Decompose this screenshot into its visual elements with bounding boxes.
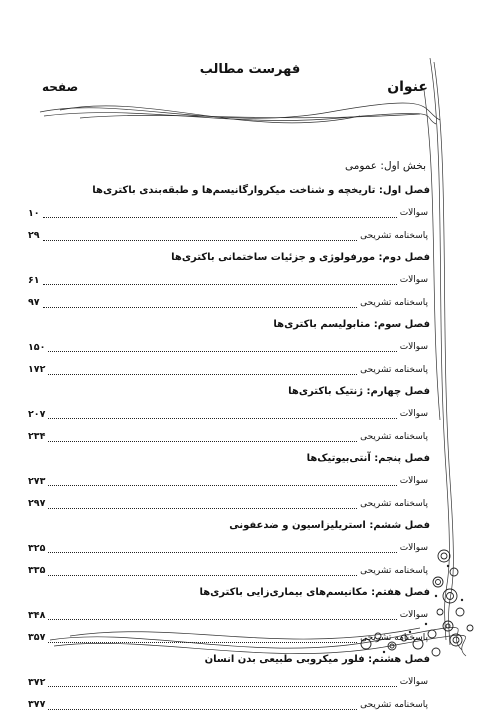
page-number: ۲۹	[28, 230, 40, 241]
entry-label: پاسخنامه تشریحی	[360, 365, 430, 375]
page-number: ۶۱	[28, 275, 40, 286]
entry-label: پاسخنامه تشریحی	[360, 633, 430, 643]
chapter-title: فصل سوم: متابولیسم باکتری‌ها	[28, 314, 430, 336]
dot-leader	[43, 275, 397, 285]
dot-leader	[48, 432, 357, 442]
page-number: ۳۴۸	[28, 610, 45, 621]
chapter-title: فصل اول: تاریخچه و شناخت میکروارگانیسم‌ها و طبقه‌بندی باکتری‌ها	[28, 180, 430, 202]
chapter-title: فصل هفتم: مکانیسم‌های بیماری‌زایی باکتری‌ها	[28, 582, 430, 604]
entry-label: پاسخنامه تشریحی	[360, 566, 430, 576]
dot-leader	[48, 365, 357, 375]
page-number: ۳۷۲	[28, 677, 45, 688]
chapter-title: فصل پنجم: آنتی‌بیوتیک‌ها	[28, 448, 430, 470]
dot-leader	[48, 342, 396, 352]
page-number: ۱۵۰	[28, 342, 45, 353]
entry-label: سوالات	[400, 342, 430, 352]
dot-leader	[48, 409, 396, 419]
toc-entry[interactable]	[28, 225, 430, 248]
column-header-page: صفحه	[42, 80, 78, 94]
page-number: ۳۵۷	[28, 632, 45, 643]
toc-entry[interactable]	[28, 671, 430, 694]
page-number: ۲۳۴	[28, 431, 45, 442]
toc-entry[interactable]	[28, 403, 430, 426]
entry-label: سوالات	[400, 409, 430, 419]
page-number: ۱۰	[28, 208, 40, 219]
toc-entry[interactable]	[28, 694, 430, 716]
dot-leader	[48, 633, 357, 643]
toc-entry[interactable]	[28, 359, 430, 382]
dot-leader	[48, 610, 396, 620]
page-number: ۹۷	[28, 297, 40, 308]
toc-entry[interactable]	[28, 292, 430, 315]
toc-entry[interactable]	[28, 627, 430, 650]
entry-label: سوالات	[400, 208, 430, 218]
page-number: ۲۷۳	[28, 476, 45, 487]
toc-entry[interactable]	[28, 202, 430, 225]
dot-leader	[48, 700, 357, 710]
dot-leader	[43, 208, 397, 218]
toc-title: فهرست مطالب	[0, 62, 500, 77]
part-title: بخش اول: عمومی	[345, 160, 426, 172]
page-number: ۲۹۷	[28, 498, 45, 509]
page-number: ۳۳۵	[28, 565, 45, 576]
entry-label: پاسخنامه تشریحی	[360, 432, 430, 442]
entry-label: سوالات	[400, 610, 430, 620]
dot-leader	[48, 566, 357, 576]
page-number: ۳۲۵	[28, 543, 45, 554]
page-number: ۳۷۷	[28, 699, 45, 710]
chapter-title: فصل هشتم: فلور میکروبی طبیعی بدن انسان	[28, 649, 430, 671]
toc-entry[interactable]	[28, 493, 430, 516]
toc-entry[interactable]	[28, 470, 430, 493]
entry-label: سوالات	[400, 677, 430, 687]
toc-entries	[28, 180, 430, 716]
toc-entry[interactable]	[28, 336, 430, 359]
dot-leader	[48, 543, 396, 553]
entry-label: سوالات	[400, 476, 430, 486]
dot-leader	[48, 677, 396, 687]
dot-leader	[48, 499, 357, 509]
chapter-title: فصل چهارم: ژنتیک باکتری‌ها	[28, 381, 430, 403]
dot-leader	[43, 231, 358, 241]
toc-entry[interactable]	[28, 560, 430, 583]
entry-label: سوالات	[400, 275, 430, 285]
column-header-title: عنوان	[387, 79, 428, 95]
entry-label: پاسخنامه تشریحی	[360, 700, 430, 710]
entry-label: پاسخنامه تشریحی	[360, 231, 430, 241]
page-number: ۲۰۷	[28, 409, 45, 420]
toc-entry[interactable]	[28, 426, 430, 449]
entry-label: سوالات	[400, 543, 430, 553]
dot-leader	[43, 298, 358, 308]
page-number: ۱۷۲	[28, 364, 45, 375]
entry-label: پاسخنامه تشریحی	[360, 298, 430, 308]
dot-leader	[48, 476, 396, 486]
toc-entry[interactable]	[28, 537, 430, 560]
entry-label: پاسخنامه تشریحی	[360, 499, 430, 509]
toc-entry[interactable]	[28, 269, 430, 292]
toc-entry[interactable]	[28, 604, 430, 627]
chapter-title: فصل ششم: استریلیزاسیون و ضدعفونی	[28, 515, 430, 537]
chapter-title: فصل دوم: مورفولوژی و جزئیات ساختمانی باکتری‌ها	[28, 247, 430, 269]
